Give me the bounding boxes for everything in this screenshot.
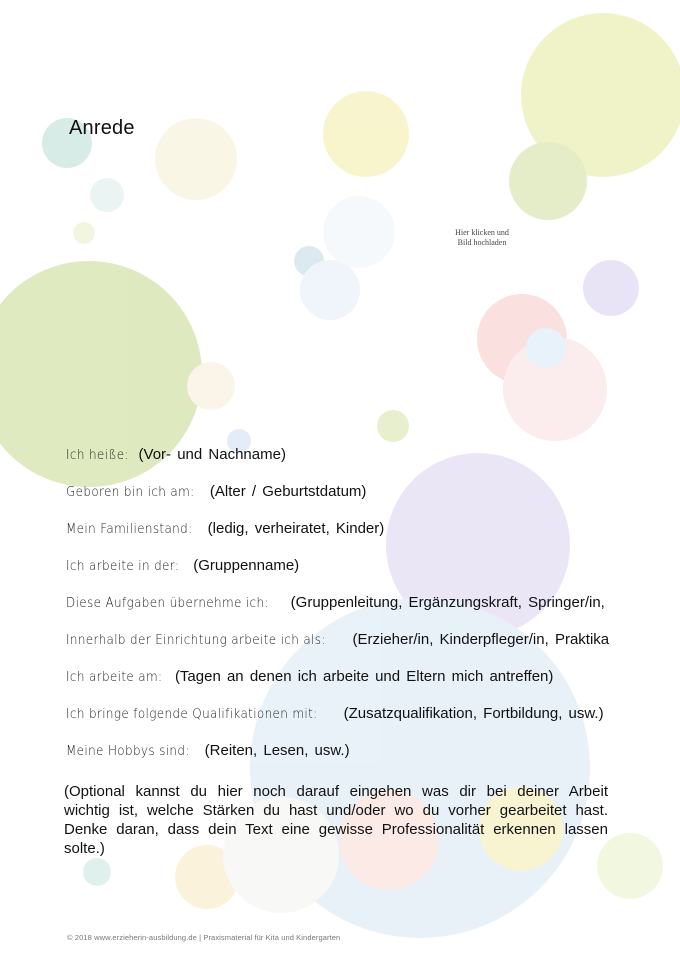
- field-row: [66, 555, 666, 592]
- field-value[interactable]: (Vor- und Nachname): [138, 446, 286, 463]
- photo-upload-line: Bild hochladen: [457, 238, 507, 247]
- field-value[interactable]: (Gruppenleitung, Ergänzungskraft, Springer/in,: [290, 594, 605, 611]
- field-label: Ich heiße:: [66, 448, 129, 463]
- field-value[interactable]: (Erzieher/in, Kinderpfleger/in, Praktika: [352, 631, 610, 648]
- field-label: Ich bringe folgende Qualifikationen mit:: [66, 707, 318, 722]
- field-label: Mein Familienstand:: [66, 522, 193, 537]
- field-value[interactable]: (Reiten, Lesen, usw.): [204, 742, 350, 759]
- field-row: [66, 444, 666, 481]
- field-row: [66, 592, 666, 629]
- field-label: Ich arbeite in der:: [66, 559, 180, 574]
- footer-copyright: © 2018 www.erzieherin-ausbildung.de | Praxismaterial für Kita und Kindergarten: [67, 933, 341, 942]
- field-row: [66, 740, 666, 777]
- field-label: Ich arbeite am:: [66, 670, 163, 685]
- field-row: [66, 629, 666, 666]
- field-label: Meine Hobbys sind:: [66, 744, 190, 759]
- field-row: [66, 481, 666, 518]
- field-row: [66, 666, 666, 703]
- field-value[interactable]: (Gruppenname): [193, 557, 300, 574]
- photo-upload-placeholder[interactable]: [440, 228, 524, 248]
- field-row: [66, 518, 666, 555]
- field-label: Geboren bin ich am:: [66, 485, 195, 500]
- field-label: Innerhalb der Einrichtung arbeite ich als:: [66, 633, 326, 648]
- field-row: [66, 703, 666, 740]
- field-value[interactable]: (Tagen an denen ich arbeite und Eltern mich antreffen): [174, 668, 554, 685]
- field-label: Diese Aufgaben übernehme ich:: [66, 596, 269, 611]
- profile-fields: [66, 444, 666, 777]
- field-value[interactable]: (Alter / Geburtstdatum): [209, 483, 367, 500]
- photo-upload-line: Hier klicken und: [455, 228, 509, 237]
- field-value[interactable]: (ledig, verheiratet, Kinder): [207, 520, 385, 537]
- optional-note[interactable]: (Optional kannst du hier noch darauf eingehen was dir bei deiner Arbeit wichtig ist, welche Stärken du hast und/oder wo du vorher gearbeitet hast. Denke daran, dass dein Text eine gewisse Professionalität erkennen lassen solte.): [64, 783, 608, 857]
- field-value[interactable]: (Zusatzqualifikation, Fortbildung, usw.): [343, 705, 604, 722]
- page-title: Anrede: [69, 117, 135, 139]
